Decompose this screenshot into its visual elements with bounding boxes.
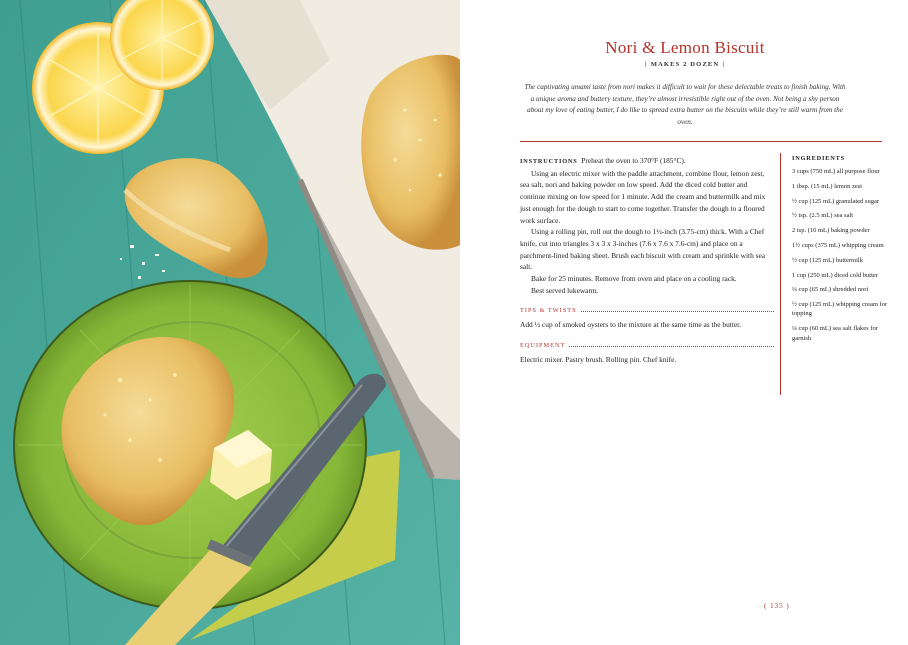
ingredient-item: ½ tsp. (2.5 mL) sea salt [792,212,854,220]
ingredient-item: ½ cup (125 mL) granulated sugar [792,197,880,205]
instruction-step-4: Bake for 25 minutes. Remove from oven and place on a cooling rack. [531,274,737,284]
equipment-divider [569,346,774,347]
recipe-yield-text: MAKES 2 DOZEN [650,61,720,68]
tips-section [520,305,774,330]
instruction-step-3: Using a rolling pin, roll out the dough to 1½-inch (3.75-cm) thick. With a Chef knife, cut into triangles 3 x 3 x 3-inches (7.6 x 7.6 x 7.6-cm) and place on a parchment-lined baking sheet. Brush each biscuit with cream and sprinkle with sea salt. [520,227,766,272]
recipe-intro: The captivating umami taste from nori makes it difficult to wait for these delectable treats to finish baking. With a unique aroma and buttery texture, they’re almost irresistible right out of the oven. Not being a shy person about my love of eating butter, I do like to spread extra butter on the biscuits while they’re still warm from the oven. [524,83,846,126]
tips-divider [581,311,774,312]
instruction-step-1: INSTRUCTIONS Preheat the oven to 370°F (185°C). [520,156,686,165]
recipe-title: Nori & Lemon Biscuit [605,38,765,57]
ingredient-item: ¼ cup (60 mL) sea salt flakes for garnish [792,325,878,342]
equipment-section [520,340,774,365]
ingredient-item: 2 tsp. (10 mL) baking powder [792,227,870,235]
ingredient-item: ½ cup (125 mL) buttermilk [792,256,863,264]
equipment-text: Electric mixer. Pastry brush. Rolling pin. Chef knife. [520,354,677,364]
instruction-step-2: Using an electric mixer with the paddle attachment, combine flour, lemon zest, sea salt, nori and baking powder on low speed. Add the diced cold butter and continue mixing on low speed for 1 minute. Add the cream and buttermilk and mix just enough for the dough to start to come together. Transfer the dough to a floured work surface. [520,168,766,225]
ingredients-column [792,155,888,348]
tips-text: Add ½ cup of smoked oysters to the mixture at the same time as the butter. [520,320,742,330]
instruction-step-5: Best served lukewarm. [531,285,599,295]
equipment-label: EQUIPMENT [520,341,566,349]
ingredient-item: ½ cup (125 mL) whipping cream for topping [792,301,888,318]
ingredient-item: 1 cup (250 mL) diced cold butter [792,271,878,279]
ingredients-label: INGREDIENTS [792,155,845,162]
column-divider [780,153,781,395]
tips-label: TIPS & TWISTS [520,307,577,315]
ingredient-item: 3 cups (750 mL) all purpose flour [792,168,880,175]
ingredient-item: 1 tbsp. (15 mL) lemon zest [792,182,863,190]
page-number: ( 135 ) [764,602,790,610]
instructions-column [520,155,774,365]
instructions-label: INSTRUCTIONS [520,158,578,165]
ingredient-item: ¼ cup (65 mL) shredded nori [792,286,869,294]
recipe-page [462,0,908,645]
ingredient-item: 1½ cups (375 mL) whipping cream [792,241,884,249]
header-divider [520,141,882,142]
recipe-yield: [ MAKES 2 DOZEN ] [644,61,726,68]
